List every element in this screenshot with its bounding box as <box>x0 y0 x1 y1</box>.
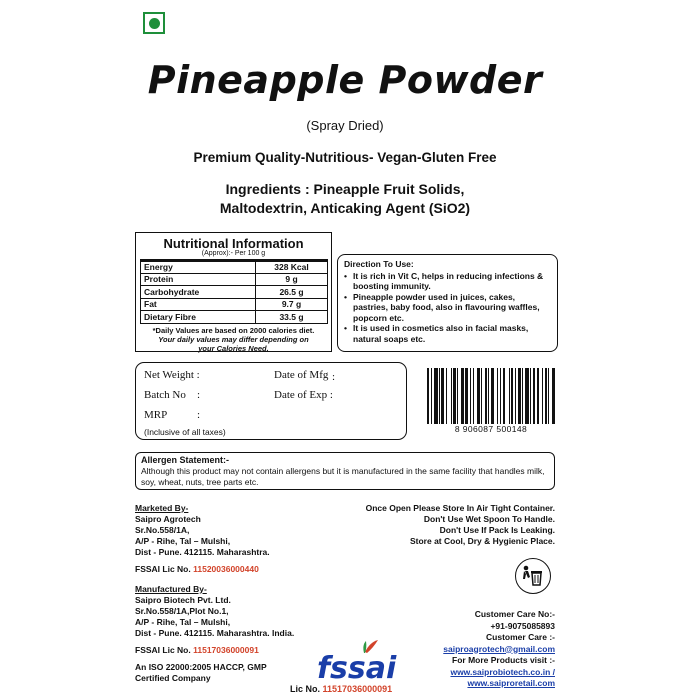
barcode-bar <box>457 368 458 424</box>
list-item: • Pineapple powder used in juices, cakes, pastries, baby food, also in flavouring waffles, popcorn etc. <box>344 292 551 324</box>
manufacturer-address-line: Sr.No.558/1A,Plot No.1, <box>135 606 229 616</box>
barcode-bar <box>431 368 432 424</box>
fssai-logo-text: fssai <box>317 651 397 686</box>
fssai-logo-lic-number: 11517036000091 <box>322 684 393 694</box>
marketer-address-line: Sr.No.558/1A, <box>135 525 190 535</box>
barcode-bars <box>427 368 555 424</box>
barcode-bar <box>439 368 440 424</box>
barcode-bar <box>522 368 523 424</box>
storage-line: Don't Use Wet Spoon To Handle. <box>423 514 555 524</box>
mrp-colon: : <box>197 409 201 421</box>
customer-care-heading: Customer Care No:- <box>474 609 555 619</box>
mrp-label: MRP <box>144 409 168 421</box>
marketer-fssai <box>135 564 270 575</box>
batch-no-label: Batch No <box>144 389 186 401</box>
bin-svg <box>516 559 549 592</box>
product-tagline: Premium Quality-Nutritious- Vegan-Gluten Free <box>193 150 497 165</box>
barcode-bar <box>509 368 510 424</box>
nutrient-name: Fat <box>141 298 256 311</box>
inclusive-taxes-note: (Inclusive of all taxes) <box>144 427 226 437</box>
website-link-biotech[interactable]: www.saiprobiotech.co.in / <box>450 666 555 677</box>
barcode-bar <box>488 368 489 424</box>
date-exp-label: Date of Exp : <box>274 389 333 401</box>
barcode-bar <box>548 368 549 424</box>
product-subtitle: (Spray Dried) <box>306 118 384 133</box>
list-item: • It is rich in Vit C, helps in reducing infections & boosting immunity. <box>344 271 551 292</box>
barcode-bar <box>481 368 482 424</box>
barcode-bar <box>503 368 505 424</box>
batch-no-colon: : <box>197 389 201 401</box>
customer-care-label: Customer Care :- <box>486 632 555 642</box>
manufactured-by-heading: Manufactured By- <box>135 584 207 594</box>
allergen-text: Although this product may not contain allergens but it is manufactured in the same facility that handles milk, soy, wheat, nuts, tree parts etc. <box>141 466 545 487</box>
barcode-bar <box>477 368 479 424</box>
table-row <box>141 298 328 311</box>
barcode-bar <box>441 368 443 424</box>
nutrient-value: 33.5 g <box>256 311 328 324</box>
nutrition-heading: Nutritional Information <box>163 236 304 251</box>
customer-care-phone: +91-9075085893 <box>490 620 555 631</box>
nutrient-name: Carbohydrate <box>141 286 256 299</box>
ingredients-line-1: Ingredients : Pineapple Fruit Solids, <box>225 181 465 197</box>
barcode <box>427 368 555 434</box>
barcode-bar <box>511 368 513 424</box>
ingredients-line-2: Maltodextrin, Anticaking Agent (SiO2) <box>219 200 471 216</box>
table-row <box>141 273 328 286</box>
barcode-bar <box>473 368 474 424</box>
footnote-line: your Calories Need. <box>198 343 269 353</box>
barcode-bar <box>533 368 535 424</box>
table-row <box>141 311 328 324</box>
net-weight-label: Net Weight : <box>144 369 200 381</box>
veg-dot <box>149 18 160 29</box>
manufactured-by-block <box>135 584 294 684</box>
fssai-label: FSSAI Lic No. <box>135 645 191 655</box>
barcode-bar <box>434 368 438 424</box>
storage-line: Once Open Please Store In Air Tight Container. <box>365 503 555 513</box>
barcode-bar <box>446 368 447 424</box>
nutrient-value: 26.5 g <box>256 286 328 299</box>
fssai-label: FSSAI Lic No. <box>135 564 191 574</box>
barcode-bar <box>485 368 487 424</box>
barcode-bar <box>552 368 556 424</box>
nutrient-name: Protein <box>141 273 256 286</box>
nutrient-name: Dietary Fibre <box>141 311 256 324</box>
manufacturer-address-line: A/P - Rihe, Tal – Mulshi, <box>135 617 231 627</box>
allergen-heading: Allergen Statement:- <box>141 455 230 465</box>
nutrition-panel <box>135 232 332 352</box>
barcode-bar <box>497 368 498 424</box>
fssai-logo-lic-label: Lic No. <box>290 684 321 694</box>
barcode-number: 8 906087 500148 <box>454 424 528 434</box>
directions-list <box>344 271 551 345</box>
product-title: Pineapple Powder <box>147 58 543 102</box>
marketed-by-block <box>135 503 270 575</box>
date-mfg-colon: : <box>332 371 336 383</box>
nutrient-value: 328 Kcal <box>256 261 328 274</box>
marketer-address-line: A/P - Rihe, Tal – Mulshi, <box>135 536 231 546</box>
nutrient-name: Energy <box>141 261 256 274</box>
barcode-bar <box>537 368 538 424</box>
barcode-bar <box>461 368 465 424</box>
fssai-number: 11520036000440 <box>193 564 259 574</box>
nutrition-subheading: (Approx):- Per 100 g <box>201 250 266 257</box>
marketed-by-heading: Marketed By- <box>135 503 189 513</box>
barcode-bar <box>500 368 501 424</box>
directions-panel <box>337 254 558 352</box>
barcode-bar <box>518 368 520 424</box>
barcode-bar <box>525 368 529 424</box>
nutrition-footnote <box>136 326 331 353</box>
table-row <box>141 261 328 274</box>
storage-line: Don't Use If Pack Is Leaking. <box>439 525 555 535</box>
barcode-bar <box>470 368 471 424</box>
barcode-bar <box>465 368 467 424</box>
manufacturer-fssai <box>135 645 294 656</box>
barcode-bar <box>451 368 452 424</box>
contact-block <box>355 609 555 690</box>
certification-line: Certified Company <box>135 673 211 683</box>
batch-info-box <box>135 362 407 440</box>
ingredients <box>0 180 690 218</box>
nutrient-value: 9.7 g <box>256 298 328 311</box>
storage-line: Store at Cool, Dry & Hygienic Place. <box>409 536 555 546</box>
marketer-name: Saipro Agrotech <box>135 514 201 524</box>
date-mfg-label: Date of Mfg <box>274 369 329 381</box>
manufacturer-name: Saipro Biotech Pvt. Ltd. <box>135 595 231 605</box>
dispose-bin-icon <box>515 558 551 594</box>
list-item: • It is used in cosmetics also in facial masks, natural soaps etc. <box>344 323 551 344</box>
table-row <box>141 286 328 299</box>
barcode-bar <box>453 368 455 424</box>
footnote-line: *Daily Values are based on 2000 calories diet. <box>152 325 315 335</box>
storage-instructions <box>315 503 555 547</box>
fssai-number: 11517036000091 <box>193 645 259 655</box>
barcode-bar <box>542 368 543 424</box>
veg-symbol-icon <box>143 12 165 34</box>
certification-line: An ISO 22000:2005 HACCP, GMP <box>135 662 267 672</box>
barcode-bar <box>491 368 495 424</box>
website-link-retail[interactable]: www.saiproretail.com <box>467 678 555 688</box>
barcode-bar <box>545 368 547 424</box>
nutrient-value: 9 g <box>256 273 328 286</box>
barcode-bar <box>515 368 516 424</box>
footnote-line: Your daily values may differ depending on <box>158 334 309 344</box>
marketer-address-line: Dist - Pune. 412115. Maharashtra. <box>135 547 270 557</box>
allergen-statement <box>135 452 555 490</box>
barcode-bar <box>427 368 429 424</box>
directions-heading: Direction To Use: <box>344 259 414 269</box>
barcode-bar <box>530 368 531 424</box>
customer-care-email-link[interactable]: saiproagrotech@gmail.com <box>443 643 555 654</box>
more-products-label: For More Products visit :- <box>452 655 555 665</box>
manufacturer-address-line: Dist - Pune. 412115. Maharashtra. India. <box>135 628 295 638</box>
nutrition-table <box>140 259 328 324</box>
